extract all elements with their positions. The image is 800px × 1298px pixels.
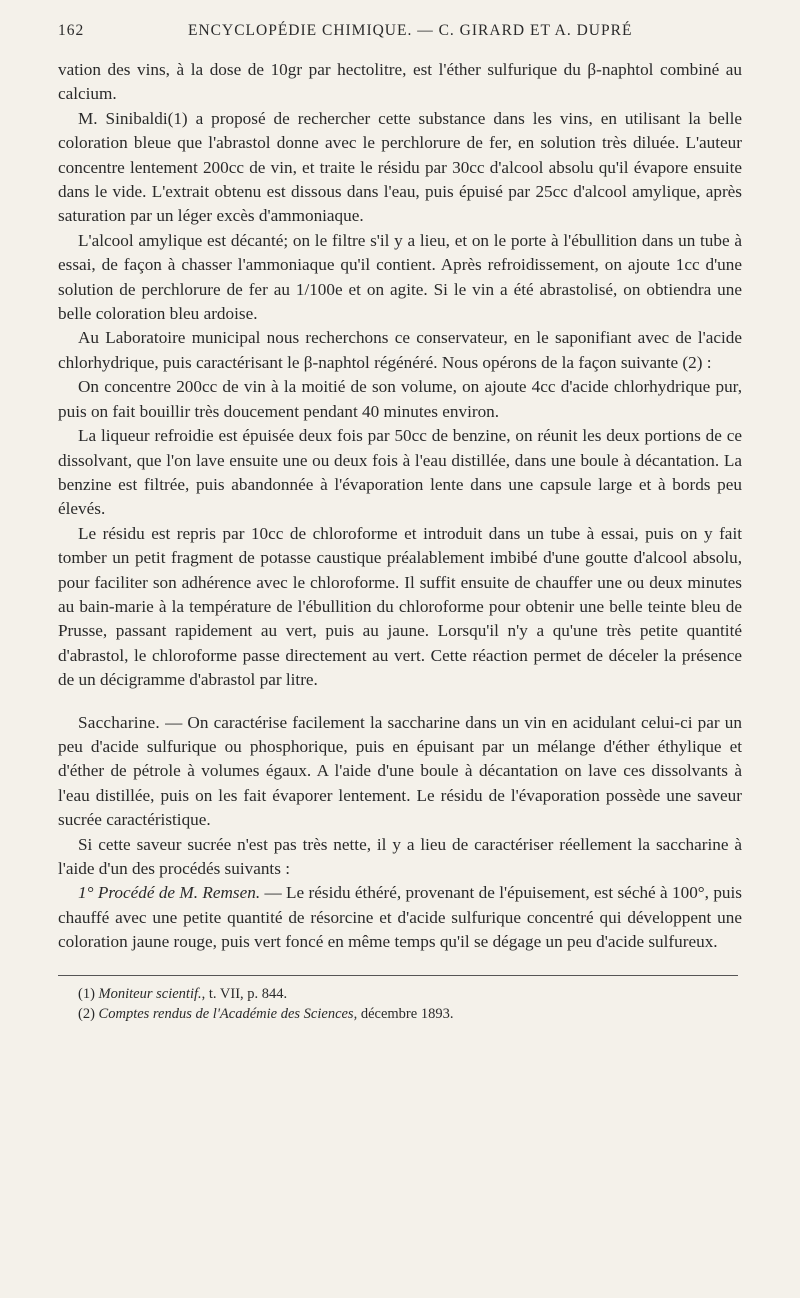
section-title: Saccharine. <box>78 712 160 732</box>
paragraph: Le résidu est repris par 10cc de chloroforme et introduit dans un tube à essai, puis on y fait tomber un petit fragment de potasse caustique préalablement imbibé d'une goutte d'alcool absolu, pour faciliter son adhérence avec le chloroforme. Il suffit ensuite de chauffer une ou deux minutes au bain-marie à la température de l'ébullition du chloroforme pour obtenir une belle teinte bleu de Prusse, passant rapidement au vert, puis au jaune. Lorsqu'il n'y a qu'une très petite quantité d'abrastol, le chloroforme passe directement au vert. Cette réaction permet de déceler la présence de un décigramme d'abrastol par litre. <box>58 523 742 690</box>
saccharine-paragraph <box>58 711 742 833</box>
paragraph: Au Laboratoire municipal nous recherchons ce conservateur, en le saponifiant avec de l'acide chlorhydrique, puis caractérisant le β-naphtol régénéré. Nous opérons de la façon suivante (2) : <box>58 328 742 372</box>
footnote: (2) Comptes rendus de l'Académie des Sciences, décembre 1893. <box>78 1005 454 1022</box>
procedure-text: — Le résidu éthéré, provenant de l'épuisement, est séché à 100°, puis chauffé avec une petite quantité de résorcine et d'acide sulfurique concentré qui développent une coloration jaune rouge, puis vert foncé en même temps qu'il se dégage un peu d'acide sulfureux. <box>58 883 742 952</box>
paragraph: La liqueur refroidie est épuisée deux fois par 50cc de benzine, on réunit les deux portions de ce dissolvant, que l'on lave ensuite une ou deux fois à l'eau distillée, dans une boule à décantation. La benzine est filtrée, puis abandonnée à l'évaporation lente dans une capsule large et à bords peu élevés. <box>58 426 742 519</box>
footnotes <box>58 984 742 1024</box>
book-page <box>58 22 742 1024</box>
paragraph: Si cette saveur sucrée n'est pas très nette, il y a lieu de caractériser réellement la saccharine à l'aide d'un des procédés suivants : <box>58 834 742 878</box>
page-number: 162 <box>58 22 85 39</box>
running-title: ENCYCLOPÉDIE CHIMIQUE. — C. GIRARD ET A. DUPRÉ <box>188 22 633 39</box>
body-text <box>58 58 742 955</box>
saccharine-intro: — On caractérise facilement la saccharine dans un vin en acidulant celui-ci par un peu d'acide sulfurique ou phosphorique, puis en épuisant par un mélange d'éther éthylique et d'éther de pétrole à volumes égaux. A l'aide d'une boule à décantation on lave ces dissolvants à l'eau distillée, puis on les fait évaporer lentement. Le résidu de l'évaporation possède une saveur sucrée caractéristique. <box>58 712 742 830</box>
paragraph: L'alcool amylique est décanté; on le filtre s'il y a lieu, et on le porte à l'ébullition dans un tube à essai, de façon à chasser l'ammoniaque qu'il contient. Après refroidissement, on ajoute 1cc d'une solution de perchlorure de fer au 1/100e et on agite. Si le vin a été abrastolisé, on obtiendra une belle coloration bleu ardoise. <box>58 230 742 324</box>
paragraph: On concentre 200cc de vin à la moitié de son volume, on ajoute 4cc d'acide chlorhydrique pur, puis on fait bouillir très doucement pendant 40 minutes environ. <box>58 377 742 421</box>
remsen-paragraph <box>58 881 742 954</box>
paragraph: vation des vins, à la dose de 10gr par hectolitre, est l'éther sulfurique du β-naphtol combiné au calcium. <box>58 60 742 104</box>
footnote: (1) Moniteur scientif., t. VII, p. 844. <box>78 985 288 1002</box>
footnote-rule <box>58 975 738 976</box>
procedure-label: 1° Procédé de M. Remsen. <box>78 883 261 903</box>
paragraph: M. Sinibaldi(1) a proposé de rechercher cette substance dans les vins, en utilisant la belle coloration bleue que l'abrastol donne avec le perchlorure de fer, en solution très diluée. L'auteur concentre lentement 200cc de vin, et traite le résidu par 30cc d'alcool absolu qu'il évapore ensuite dans le vide. L'extrait obtenu est dissous dans l'eau, puis épuisé par 25cc d'alcool amylique, après saturation par un léger excès d'ammoniaque. <box>58 108 742 226</box>
page-header <box>58 22 742 58</box>
